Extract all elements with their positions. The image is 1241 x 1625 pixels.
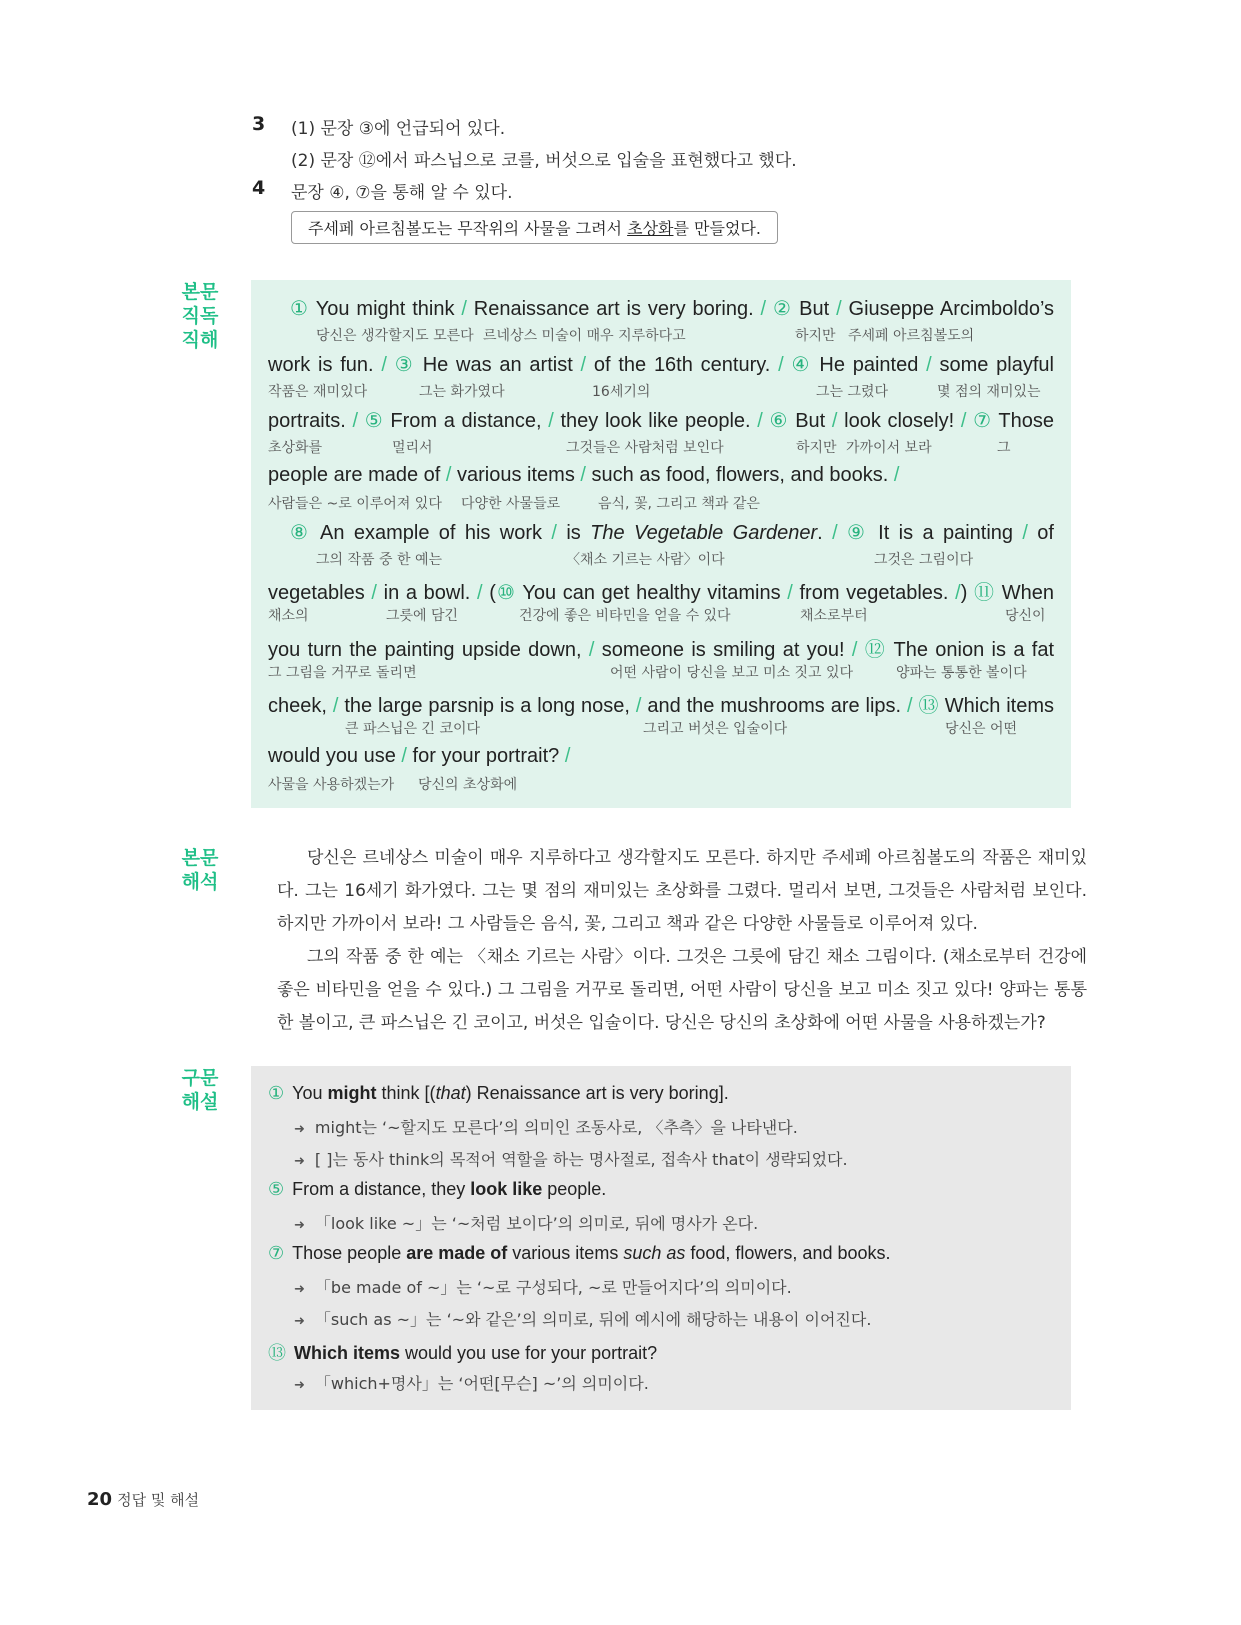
reading-korean-gloss: 하지만	[796, 440, 837, 456]
label-line: 해석	[181, 871, 219, 893]
grammar-note: ➜ 「such as ~」는 ‘~와 같은’의 의미로, 뒤에 예시에 해당하는 내용이 이어진다.	[294, 1310, 872, 1329]
reading-english-line: ⑧ An example of his work / is The Vegetable Gardener. / ⑨ It is a painting / of	[290, 522, 1054, 544]
reading-korean-gloss: 그 그림을 거꾸로 돌리면	[268, 665, 417, 681]
answer-box	[291, 211, 778, 244]
reading-korean-gloss: 몇 점의 재미있는	[937, 384, 1041, 400]
reading-korean-gloss: 당신은 어떤	[945, 721, 1018, 737]
reading-english-line: people are made of / various items / such as food, flowers, and books. /	[268, 464, 900, 486]
grammar-note: ➜ [ ]는 동사 think의 목적어 역할을 하는 명사절로, 접속사 that이 생략되었다.	[294, 1150, 848, 1169]
grammar-note: ➜ 「which+명사」는 ‘어떤[무슨] ~’의 의미이다.	[294, 1374, 649, 1393]
reading-korean-gloss: 건강에 좋은 비타민을 얻을 수 있다	[519, 608, 731, 624]
label-line: 직독	[181, 305, 219, 327]
answer-box-underlined: 초상화	[627, 219, 674, 238]
answer-box-text: 주세페 아르침볼도는 무작위의 사물을 그려서	[308, 219, 628, 238]
arrow-icon: ➜	[294, 1218, 305, 1233]
reading-korean-gloss: 그것은 그림이다	[874, 552, 974, 568]
reading-korean-gloss: 작품은 재미있다	[268, 384, 368, 400]
label-line: 직해	[181, 329, 219, 351]
reading-korean-gloss: 당신이	[1005, 608, 1046, 624]
translation-paragraph: 당신은 르네상스 미술이 매우 지루하다고 생각할지도 모른다. 하지만 주세페 아르침볼도의 작품은 재미있다. 그는 16세기 화가였다. 그는 몇 점의 재미있는 초상화를 그렸다. 멀리서 보면, 그것들은 사람처럼 보인다. 하지만 가까이서 보라! 그 사람들은 음식, 꽃, 그리고 책과 같은 다양한 사물들로 이루어져 있다.	[277, 848, 1087, 934]
reading-korean-gloss: 그릇에 담긴	[386, 608, 459, 624]
sentence-number: ⑬	[268, 1343, 286, 1363]
label-line: 해설	[181, 1091, 219, 1113]
reading-korean-gloss: 하지만	[795, 328, 836, 344]
reading-korean-gloss: 주세페 아르침볼도의	[848, 328, 975, 344]
page-number: 20	[87, 1489, 113, 1510]
question-number: 4	[252, 177, 266, 199]
reading-korean-gloss: 사람들은 ~로 이루어져 있다	[268, 496, 442, 512]
question-number: 3	[252, 113, 266, 135]
label-line: 본문	[181, 281, 219, 303]
answer-line: (1) 문장 ③에 언급되어 있다.	[291, 119, 506, 139]
label-line: 본문	[181, 847, 219, 869]
answer-box-text: 를 만들었다.	[673, 219, 761, 238]
arrow-icon: ➜	[294, 1314, 305, 1329]
reading-korean-gloss: 다양한 사물들로	[461, 496, 561, 512]
reading-english-line: portraits. / ⑤ From a distance, / they look like people. / ⑥ But / look closely! / ⑦ Those	[268, 410, 1055, 432]
reading-english-line: cheek, / the large parsnip is a long nose, / and the mushrooms are lips. / ⑬ Which items	[268, 695, 1055, 717]
arrow-icon: ➜	[294, 1122, 305, 1137]
reading-korean-gloss: 채소로부터	[800, 608, 868, 624]
reading-korean-gloss: 초상화를	[268, 440, 323, 456]
sentence-number: ⑦	[268, 1243, 285, 1263]
label-line: 구문	[181, 1067, 219, 1089]
grammar-sentence: ⑤ From a distance, they look like people.	[268, 1179, 607, 1199]
reading-korean-gloss: 그리고 버섯은 입술이다	[643, 721, 788, 737]
reading-korean-gloss: 당신은 생각할지도 모른다	[316, 328, 474, 344]
grammar-note: ➜ 「be made of ~」는 ‘~로 구성되다, ~로 만들어지다’의 의미이다.	[294, 1278, 792, 1297]
reading-korean-gloss: 〈채소 기르는 사람〉이다	[566, 552, 725, 568]
grammar-sentence: ⑬ Which items would you use for your portrait?	[268, 1343, 658, 1363]
reading-english-line: would you use / for your portrait? /	[268, 745, 571, 767]
reading-korean-gloss: 멀리서	[392, 440, 433, 456]
grammar-note: ➜ might는 ‘~할지도 모른다’의 의미인 조동사로, 〈추측〉을 나타낸다.	[294, 1118, 798, 1137]
sentence-number: ①	[268, 1083, 285, 1103]
reading-korean-gloss: 16세기의	[592, 384, 651, 400]
arrow-icon: ➜	[294, 1378, 305, 1393]
grammar-sentence: ⑦ Those people are made of various items such as food, flowers, and books.	[268, 1243, 891, 1263]
reading-korean-gloss: 어떤 사람이 당신을 보고 미소 짓고 있다	[610, 665, 854, 681]
answer-line: 문장 ④, ⑦을 통해 알 수 있다.	[291, 183, 513, 203]
grammar-sentence: ① You might think [(that) Renaissance art is very boring].	[268, 1083, 729, 1103]
reading-korean-gloss: 그	[997, 440, 1011, 456]
translation-block	[277, 842, 1087, 1040]
reading-english-line: work is fun. / ③ He was an artist / of the 16th century. / ④ He painted / some playful	[268, 354, 1054, 376]
reading-korean-gloss: 양파는 통통한 볼이다	[896, 665, 1027, 681]
answer-line: (2) 문장 ⑫에서 파스닙으로 코를, 버섯으로 입술을 표현했다고 했다.	[291, 151, 797, 171]
reading-korean-gloss: 사물을 사용하겠는가	[268, 777, 395, 793]
reading-korean-gloss: 당신의 초상화에	[418, 777, 518, 793]
reading-korean-gloss: 큰 파스닙은 긴 코이다	[345, 721, 481, 737]
translation-paragraph: 그의 작품 중 한 예는 〈채소 기르는 사람〉이다. 그것은 그릇에 담긴 채소 그림이다. (채소로부터 건강에 좋은 비타민을 얻을 수 있다.) 그 그림을 거꾸로 돌리면, 어떤 사람이 당신을 보고 미소 짓고 있다! 양파는 통통한 볼이고, 큰 파스닙은 긴 코이고, 버섯은 입술이다. 당신은 당신의 초상화에 어떤 사물을 사용하겠는가?	[277, 947, 1087, 1033]
section-label-grammar	[180, 1066, 220, 1114]
sentence-number: ⑤	[268, 1179, 285, 1199]
reading-english-line: ① You might think / Renaissance art is very boring. / ② But / Giuseppe Arcimboldo’s	[290, 298, 1055, 320]
reading-korean-gloss: 그는 화가였다	[419, 384, 505, 400]
page-footer	[87, 1489, 199, 1510]
reading-korean-gloss: 그것들은 사람처럼 보인다	[566, 440, 724, 456]
reading-korean-gloss: 르네상스 미술이 매우 지루하다고	[483, 328, 686, 344]
reading-korean-gloss: 그의 작품 중 한 예는	[316, 552, 442, 568]
section-label-reading	[180, 280, 220, 352]
arrow-icon: ➜	[294, 1154, 305, 1169]
reading-korean-gloss: 가까이서 보라	[846, 440, 932, 456]
arrow-icon: ➜	[294, 1282, 305, 1297]
section-label-translation	[180, 846, 220, 894]
reading-english-line: you turn the painting upside down, / someone is smiling at you! / ⑫ The onion is a fat	[268, 639, 1055, 661]
footer-text: 정답 및 해설	[117, 1491, 200, 1509]
reading-korean-gloss: 채소의	[268, 608, 309, 624]
grammar-note: ➜ 「look like ~」는 ‘~처럼 보이다’의 의미로, 뒤에 명사가 온다.	[294, 1214, 759, 1233]
reading-english-line: vegetables / in a bowl. / (⑩ You can get healthy vitamins / from vegetables. /) ⑪ When	[268, 582, 1055, 604]
reading-korean-gloss: 음식, 꽃, 그리고 책과 같은	[598, 496, 760, 512]
reading-korean-gloss: 그는 그렸다	[816, 384, 889, 400]
